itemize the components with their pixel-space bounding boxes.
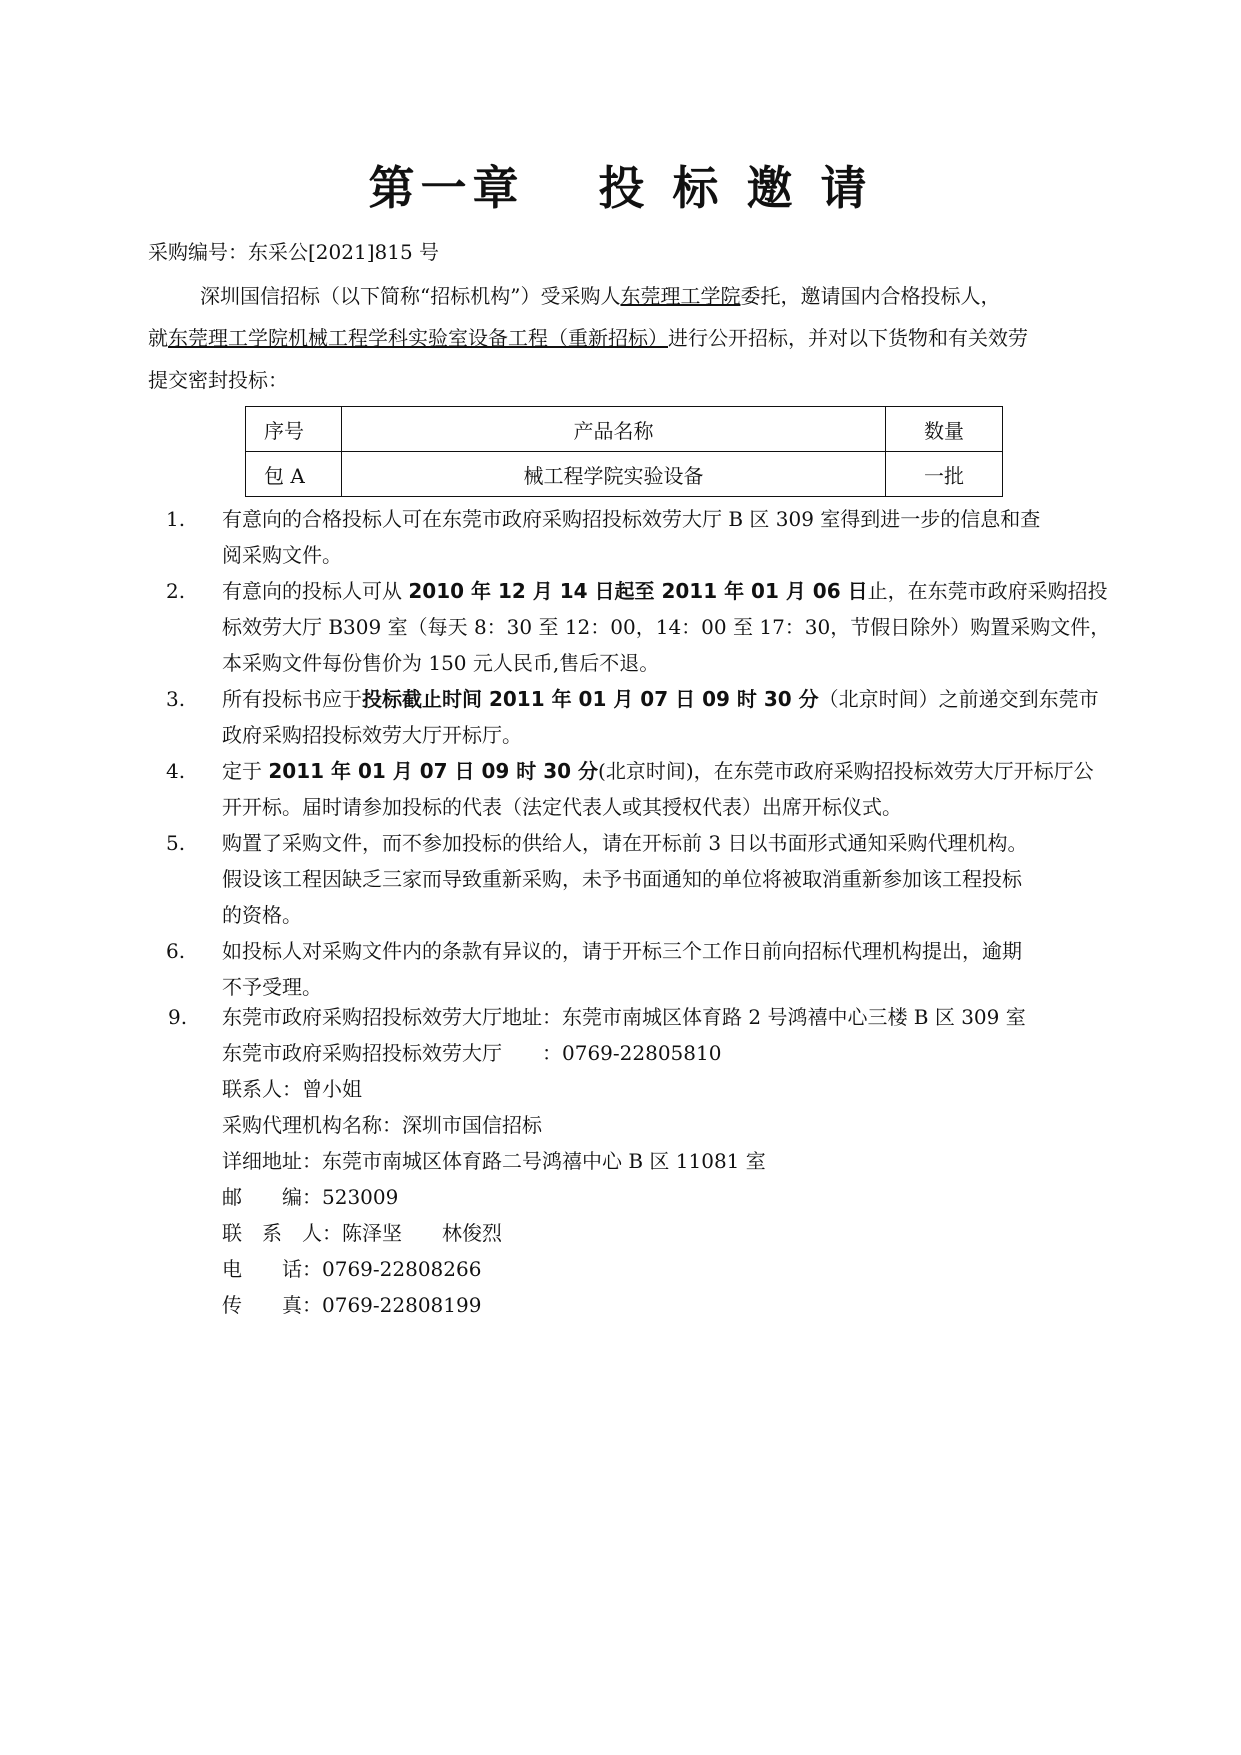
sale-period: 2010 年 12 月 14 日起至 2011 年 01 月 06 日	[408, 579, 868, 603]
agency-name: 采购代理机构名称：深圳市国信招标	[222, 1113, 542, 1137]
intro-text: 进行公开招标，并对以下货物和有关效劳	[668, 326, 1028, 350]
agency-contacts: 联 系 人：陈泽坚 林俊烈	[222, 1221, 502, 1245]
item-text: 所有投标书应于	[222, 687, 362, 711]
item-5-line-1: 购置了采购文件，而不参加投标的供给人，请在开标前 3 日以书面形式通知采购代理机构。	[222, 831, 1028, 855]
item-text: 止，在东莞市政府采购招投	[867, 579, 1108, 603]
item-number: 6.	[166, 939, 186, 963]
intro-text: 就	[148, 326, 168, 350]
item-2-line-1	[222, 573, 1108, 609]
item-text: （北京时间）之前递交到东莞市	[818, 687, 1099, 711]
item-4-line-1	[222, 753, 1102, 789]
item-number: 4.	[166, 759, 186, 783]
agency-phone: 电 话：0769-22808266	[222, 1257, 482, 1281]
item-text: 定于	[222, 759, 269, 783]
item-6-line-2: 不予受理。	[222, 975, 322, 999]
item-text: (北京时间)，在东莞市政府采购招投标效劳大厅开标厅公	[598, 759, 1094, 783]
project-name: 东莞理工学院机械工程学科实验室设备工程（重新招标）	[168, 326, 668, 350]
item-1-line-1: 有意向的合格投标人可在东莞市政府采购招投标效劳大厅 B 区 309 室得到进一步的信息和查	[222, 507, 1041, 531]
procurement-number: 采购编号：东采公[2021]815 号	[148, 240, 440, 264]
intro-text: 委托，邀请国内合格投标人，	[740, 284, 1001, 308]
purchaser-name: 东莞理工学院	[620, 284, 741, 308]
item-number: 1.	[166, 507, 186, 531]
header-cell-qty: 数量	[886, 407, 1003, 452]
item-2-line-2: 标效劳大厅 B309 室（每天 8：30 至 12：00，14：00 至 17：30，节假日除外）购置采购文件，	[222, 615, 1111, 639]
hall-phone: 东莞市政府采购招投标效劳大厅 ：0769-22805810	[222, 1041, 722, 1065]
item-3-line-2: 政府采购招投标效劳大厅开标厅。	[222, 723, 522, 747]
intro-text: 深圳国信招标（以下简称“招标机构”）受采购人	[200, 284, 621, 308]
item-text: 有意向的投标人可从	[222, 579, 409, 603]
chapter-title: 第一章 投 标 邀 请	[368, 161, 873, 215]
item-number: 3.	[166, 687, 186, 711]
goods-table	[245, 406, 1003, 497]
item-5-line-2: 假设该工程因缺乏三家而导致重新采购，未予书面通知的单位将被取消重新参加该工程投标	[222, 867, 1022, 891]
opening-time: 2011 年 01 月 07 日 09 时 30 分	[268, 759, 599, 783]
item-4-line-2: 开开标。届时请参加投标的代表（法定代表人或其授权代表）出席开标仪式。	[222, 795, 902, 819]
cell-qty: 一批	[886, 452, 1003, 497]
hall-address: 东莞市政府采购招投标效劳大厅地址：东莞市南城区体育路 2 号鸿禧中心三楼 B 区 309 室	[222, 1005, 1026, 1029]
item-5-line-3: 的资格。	[222, 903, 302, 927]
agency-fax: 传 真：0769-22808199	[222, 1293, 482, 1317]
agency-address: 详细地址：东莞市南城区体育路二号鸿禧中心 B 区 11081 室	[222, 1149, 766, 1173]
cell-name: 械工程学院实验设备	[342, 452, 886, 497]
item-3-line-1	[222, 681, 1102, 717]
bid-deadline: 投标截止时间 2011 年 01 月 07 日 09 时 30 分	[362, 687, 819, 711]
intro-line-3: 提交密封投标：	[148, 368, 288, 392]
item-2-line-3: 本采购文件每份售价为 150 元人民币,售后不退。	[222, 651, 660, 675]
item-number: 5.	[166, 831, 186, 855]
hall-contact: 联系人：曾小姐	[222, 1077, 362, 1101]
item-number: 9.	[168, 1005, 188, 1029]
table-row	[246, 452, 1003, 497]
item-number: 2.	[166, 579, 186, 603]
header-cell-name: 产品名称	[342, 407, 886, 452]
table-header-row	[246, 407, 1003, 452]
intro-line-2	[148, 324, 1028, 352]
intro-line-1	[200, 282, 1000, 310]
item-1-line-2: 阅采购文件。	[222, 543, 342, 567]
cell-no: 包 A	[246, 452, 342, 497]
agency-postcode: 邮 编：523009	[222, 1185, 399, 1209]
header-cell-no: 序号	[246, 407, 342, 452]
item-6-line-1: 如投标人对采购文件内的条款有异议的，请于开标三个工作日前向招标代理机构提出，逾期	[222, 939, 1022, 963]
